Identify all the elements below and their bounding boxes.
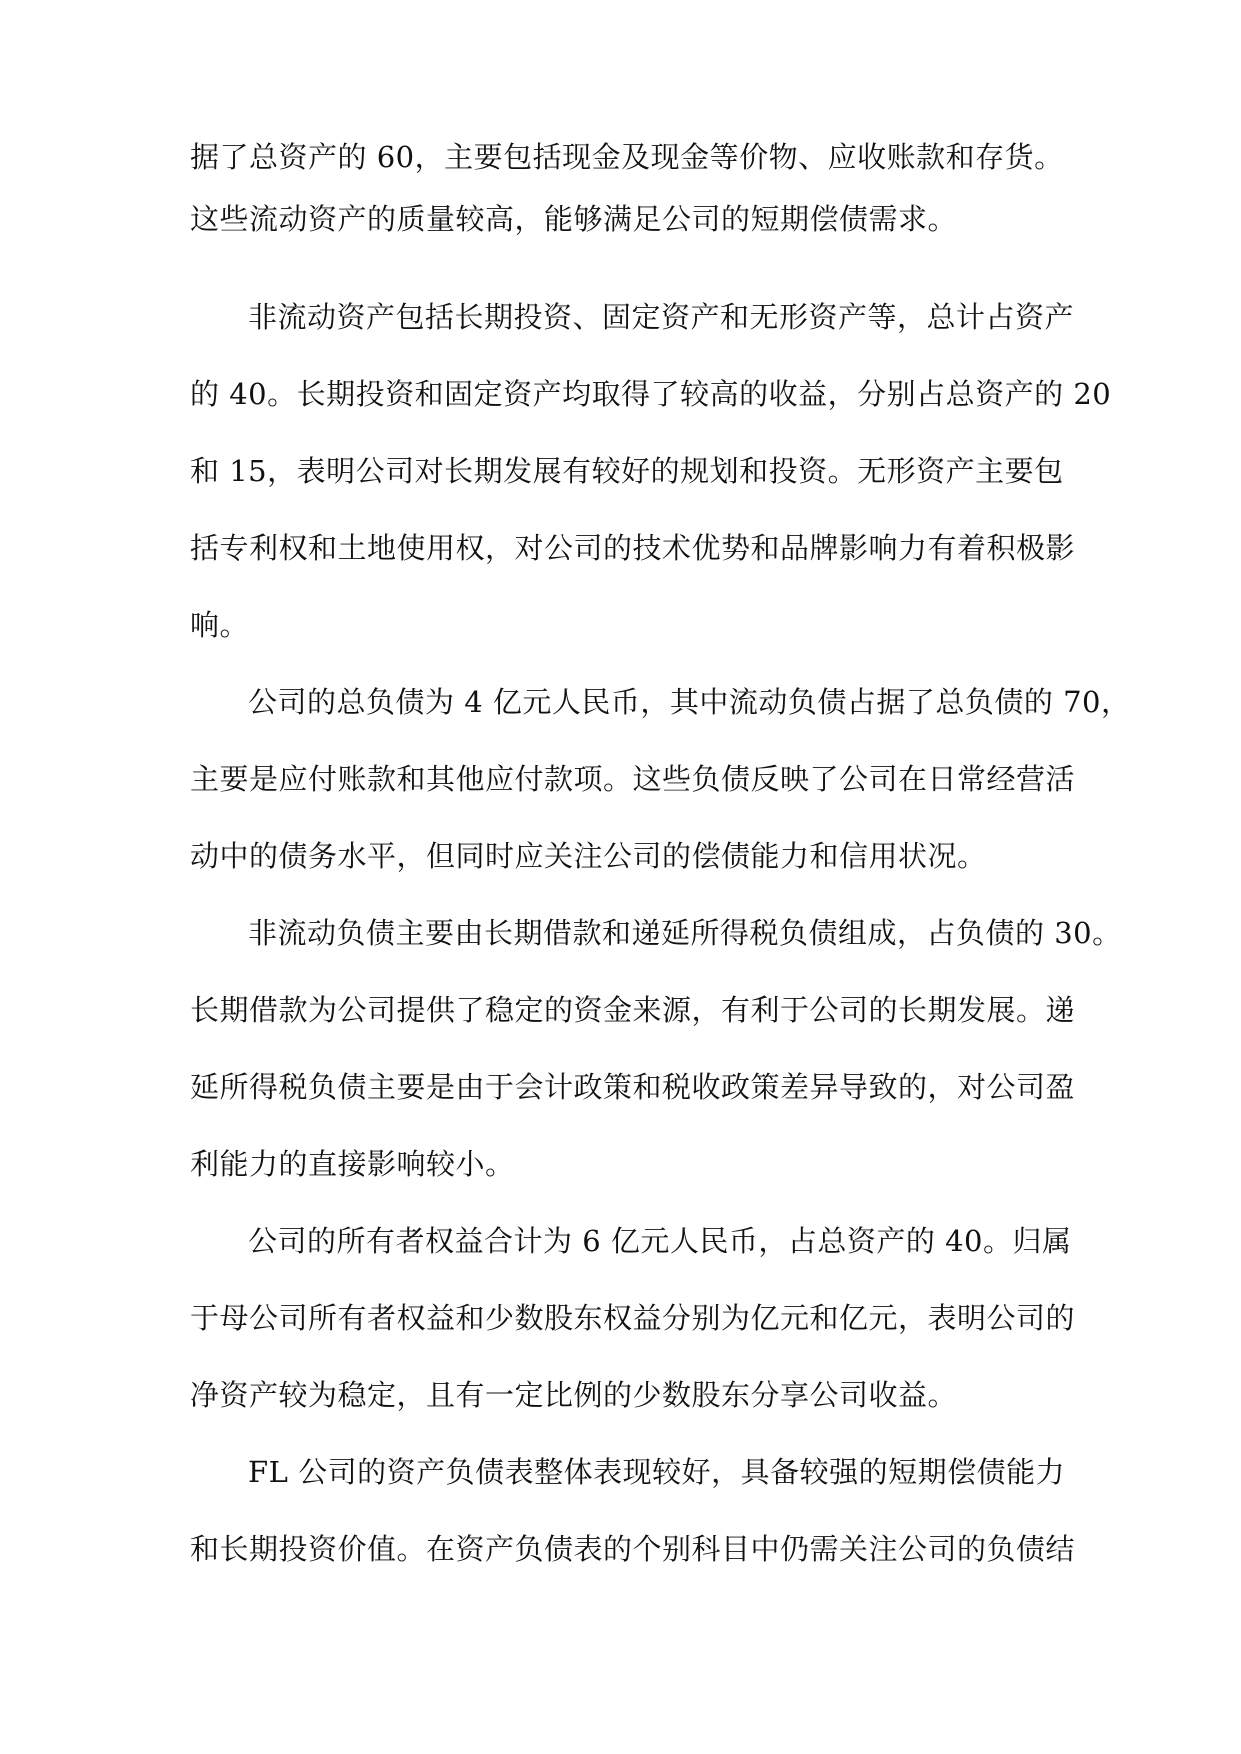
text-line: 公司的总负债为 4 亿元人民币，其中流动负债占据了总负债的 70， xyxy=(248,685,1131,719)
text-line: FL 公司的资产负债表整体表现较好，具备较强的短期偿债能力 xyxy=(248,1455,1066,1489)
text-line: 和长期投资价值。在资产负债表的个别科目中仍需关注公司的负债结 xyxy=(190,1532,1076,1566)
text-line: 括专利权和土地使用权，对公司的技术优势和品牌影响力有着积极影 xyxy=(190,531,1076,565)
text-line: 的 40。长期投资和固定资产均取得了较高的收益，分别占总资产的 20 xyxy=(190,377,1112,411)
text-line: 长期借款为公司提供了稳定的资金来源，有利于公司的长期发展。递 xyxy=(190,993,1076,1027)
text-line: 非流动资产包括长期投资、固定资产和无形资产等，总计占资产 xyxy=(248,300,1075,334)
text-line: 响。 xyxy=(190,608,250,642)
text-line: 主要是应付账款和其他应付款项。这些负债反映了公司在日常经营活 xyxy=(190,762,1076,796)
text-line: 公司的所有者权益合计为 6 亿元人民币，占总资产的 40。归属 xyxy=(248,1224,1072,1258)
text-line: 净资产较为稳定，且有一定比例的少数股东分享公司收益。 xyxy=(190,1378,958,1412)
text-line: 这些流动资产的质量较高，能够满足公司的短期偿债需求。 xyxy=(190,202,958,236)
text-line: 非流动负债主要由长期借款和递延所得税负债组成，占负债的 30。 xyxy=(248,916,1122,950)
text-line: 延所得税负债主要是由于会计政策和税收政策差异导致的，对公司盈 xyxy=(190,1070,1076,1104)
text-line: 和 15，表明公司对长期发展有较好的规划和投资。无形资产主要包 xyxy=(190,454,1064,488)
text-line: 动中的债务水平，但同时应关注公司的偿债能力和信用状况。 xyxy=(190,839,987,873)
text-line: 据了总资产的 60，主要包括现金及现金等价物、应收账款和存货。 xyxy=(190,140,1064,174)
text-line: 利能力的直接影响较小。 xyxy=(190,1147,515,1181)
text-line: 于母公司所有者权益和少数股东权益分别为亿元和亿元，表明公司的 xyxy=(190,1301,1076,1335)
